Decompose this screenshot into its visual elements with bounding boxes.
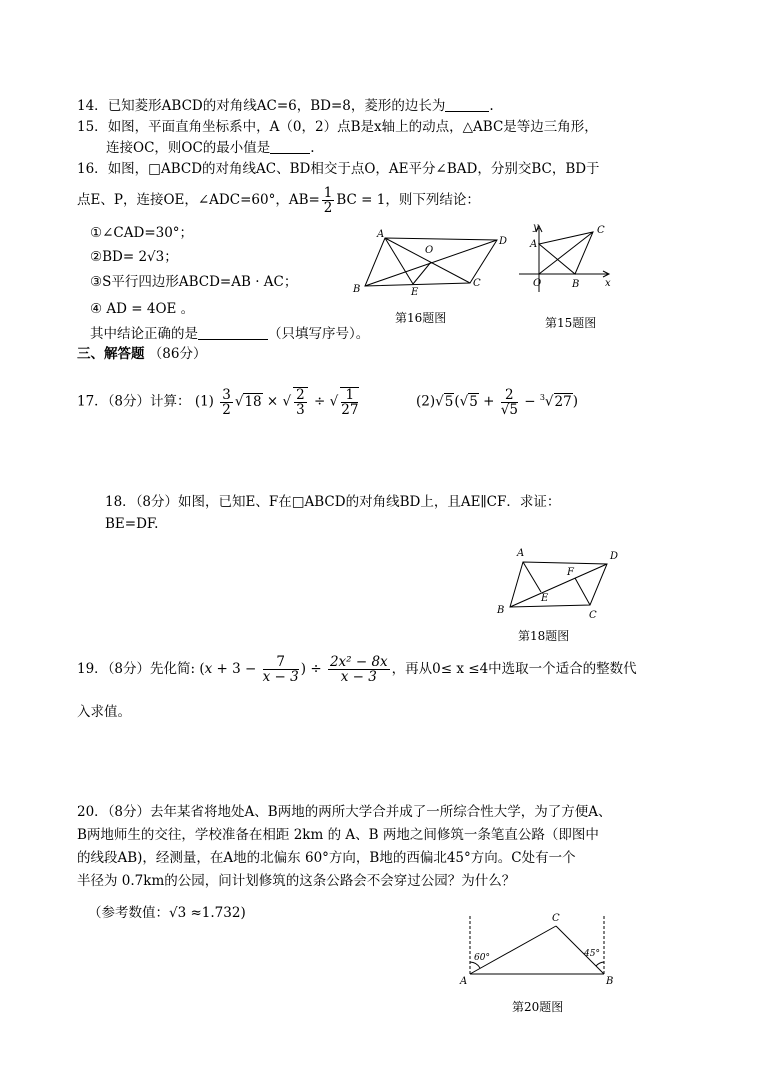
figure-15-caption: 第15题图 (545, 316, 597, 330)
q17-frac-2-sqrt5 (501, 388, 518, 417)
fig20-label-45: 45° (584, 949, 600, 959)
q16-text2a: 点E、P，连接OE，∠ADC=60°，AB= (77, 192, 320, 208)
q20-text1: （8分）去年某省将地处A、B两地的两所大学合并成了一所综合性大学，为了方便A、 (107, 804, 612, 820)
q19-f1-num: 7 (263, 655, 299, 670)
q19-frac-1 (263, 655, 299, 684)
figure-16 (345, 228, 515, 308)
q18-line2: BE=DF. (105, 516, 159, 532)
fig15-label-B: B (572, 279, 580, 290)
q17-f2-num: 2 (296, 387, 305, 403)
fig15-label-A: A (530, 239, 538, 250)
section-3-heading (77, 345, 206, 363)
q17-f4-num: 2 (501, 388, 518, 403)
q14-number: 14． (77, 98, 108, 114)
q19-f1-den: x − 3 (262, 669, 299, 685)
figure-15 (515, 222, 615, 294)
q17-frac-3-2 (220, 388, 233, 417)
fig16-label-E: E (411, 287, 419, 298)
q16-line2 (77, 184, 480, 216)
q15-number: 15． (77, 119, 108, 135)
fig18-label-E: E (541, 593, 549, 604)
q15-end: . (310, 140, 315, 156)
q16-frac-num: 1 (323, 185, 333, 201)
q15-line2 (106, 139, 315, 157)
q15-line1 (77, 118, 598, 136)
fig16-label-C: C (473, 278, 481, 289)
figure-20 (458, 910, 618, 995)
q20-line2: B两地师生的交往，学校准备在相距 2km 的 A、B 两地之间修筑一条笔直公路（即图中 (77, 827, 599, 843)
q19-line2: 入求值。 (77, 704, 131, 720)
q16-conclusion-text: 其中结论正确的是 (90, 326, 198, 342)
q17-f3-den: 27 (341, 402, 359, 418)
q15-text2: 连接OC，则OC的最小值是 (106, 140, 271, 156)
q19-tail: ，再从0≤ x ≤4中选取一个适合的整数代 (391, 661, 637, 677)
q16-line1 (77, 160, 600, 178)
section-3-title: 三、解答题 (77, 346, 145, 362)
q16-frac-den: 2 (323, 200, 333, 216)
fig16-label-O: O (425, 245, 434, 256)
q17-sqrt-frac-2-3 (293, 387, 308, 417)
fig15-label-O: O (533, 278, 542, 289)
fig16-label-A: A (377, 229, 385, 240)
q16-text2b: BC = 1，则下列结论： (336, 192, 480, 208)
q20-line4: 半径为 0.7km的公园，问计划修筑的这条公路会不会穿过公园？为什么？ (77, 873, 516, 889)
q17-sqrt-frac-1-27 (340, 387, 359, 417)
q17-f2-den: 3 (296, 402, 305, 418)
q15-answer-blank[interactable] (270, 140, 310, 154)
q17-cube-index: 3 (539, 393, 545, 402)
q16-number: 16． (77, 161, 108, 177)
q18-text1: （8分）如图，已知E、F在□ABCD的对角线BD上，且AE∥CF．求证： (135, 494, 561, 510)
q17-score: （8分）计算： (107, 393, 191, 410)
fig18-label-F: F (567, 567, 574, 578)
q17-f3-num: 1 (341, 388, 358, 403)
q17-f1-num: 3 (222, 386, 231, 403)
q17-f1-den: 2 (222, 401, 231, 418)
q16-conclusion (90, 325, 369, 343)
fig15-label-y: y (533, 222, 539, 233)
fig15-label-x: x (605, 278, 611, 289)
q16-item-4: ④ AD = 4OE 。 (90, 301, 195, 317)
q15-text1: 如图，平面直角坐标系中，A（0，2）点B是x轴上的动点，△ABC是等边三角形， (107, 119, 598, 135)
q14-text: 已知菱形ABCD的对角线AC=6，BD=8，菱形的边长为 (107, 98, 446, 114)
q16-answer-blank[interactable] (198, 326, 268, 340)
q16-fraction (322, 186, 335, 215)
fig15-label-C: C (597, 225, 605, 236)
fig16-label-B: B (353, 284, 361, 295)
fig20-label-A: A (460, 976, 468, 987)
q19-line1: 19．（8分）先化简: (x + 3 − $\frac{7}{x - 3}$ ) ÷ $\frac{\text{2x² − 8x}}{x - 3}$ ，再从0≤ x ≤4中选取一个适合的整数代 (77, 654, 637, 685)
q17-part2-label: (2) (416, 393, 436, 410)
q14-answer-blank[interactable] (445, 98, 489, 112)
q17-cube-27: 27 (554, 393, 572, 410)
q17-sqrt-5b: 5 (469, 393, 478, 410)
q20-line3: 的线段AB)，经测量，在A地的北偏东 60°方向，B地的西偏北45°方向。C处有一个 (77, 850, 576, 866)
q17-sqrt-18: 18 (244, 393, 262, 410)
fig18-label-B: B (497, 605, 505, 616)
q17-f4-den: √5 (500, 401, 518, 418)
figure-16-caption: 第16题图 (395, 311, 447, 325)
q19-score: （8分）先化简: (107, 661, 196, 677)
fig20-label-60: 60° (474, 953, 490, 963)
fig18-label-D: D (610, 551, 619, 562)
q18-number: 18． (105, 494, 136, 510)
q18-line1 (105, 493, 560, 511)
q14-end: . (489, 98, 494, 114)
fig18-label-A: A (517, 548, 525, 559)
q19-frac-2 (328, 655, 390, 684)
section-3-score: （86分） (148, 346, 207, 362)
q16-item-1: ①∠CAD=30°； (90, 225, 194, 241)
q19-f2-den: x − 3 (340, 669, 377, 685)
q20-line1 (77, 803, 611, 821)
q16-item-3: ③S平行四边形ABCD=AB · AC； (90, 274, 298, 290)
q20-reference: （参考数值：√3 ≈1.732) (88, 905, 246, 921)
fig20-label-C: C (552, 913, 560, 924)
q16-item-2: ②BD= 2√3； (90, 249, 178, 265)
figure-18 (495, 545, 625, 625)
q16-text1: 如图，□ABCD的对角线AC、BD相交于点O，AE平分∠BAD，分别交BC，BD于 (107, 161, 600, 177)
figure-18-caption: 第18题图 (518, 629, 570, 643)
q16-conclusion-end: （只填写序号）。 (268, 326, 370, 342)
fig18-label-C: C (589, 610, 597, 621)
q17-line: 17．（8分）计算： (1) $\frac{3}{2}$ √18 × √ $\frac{2}{3}$ ÷ √ $\frac{1}{27}$ (2)√5(√5 + $\frac{2}{√5}$ − $^3$√27) (77, 386, 578, 418)
q19-f2-num: 2x² − 8x (329, 654, 388, 670)
q17-number: 17． (77, 393, 108, 410)
q17-part1-label: (1) (194, 393, 214, 410)
fig20-label-B: B (606, 976, 614, 987)
q14-line (77, 97, 494, 115)
q19-number: 19． (77, 661, 108, 677)
figure-20-caption: 第20题图 (512, 1000, 564, 1014)
q17-sqrt-5a: 5 (444, 393, 454, 410)
q20-number: 20． (77, 804, 108, 820)
fig16-label-D: D (499, 236, 508, 247)
